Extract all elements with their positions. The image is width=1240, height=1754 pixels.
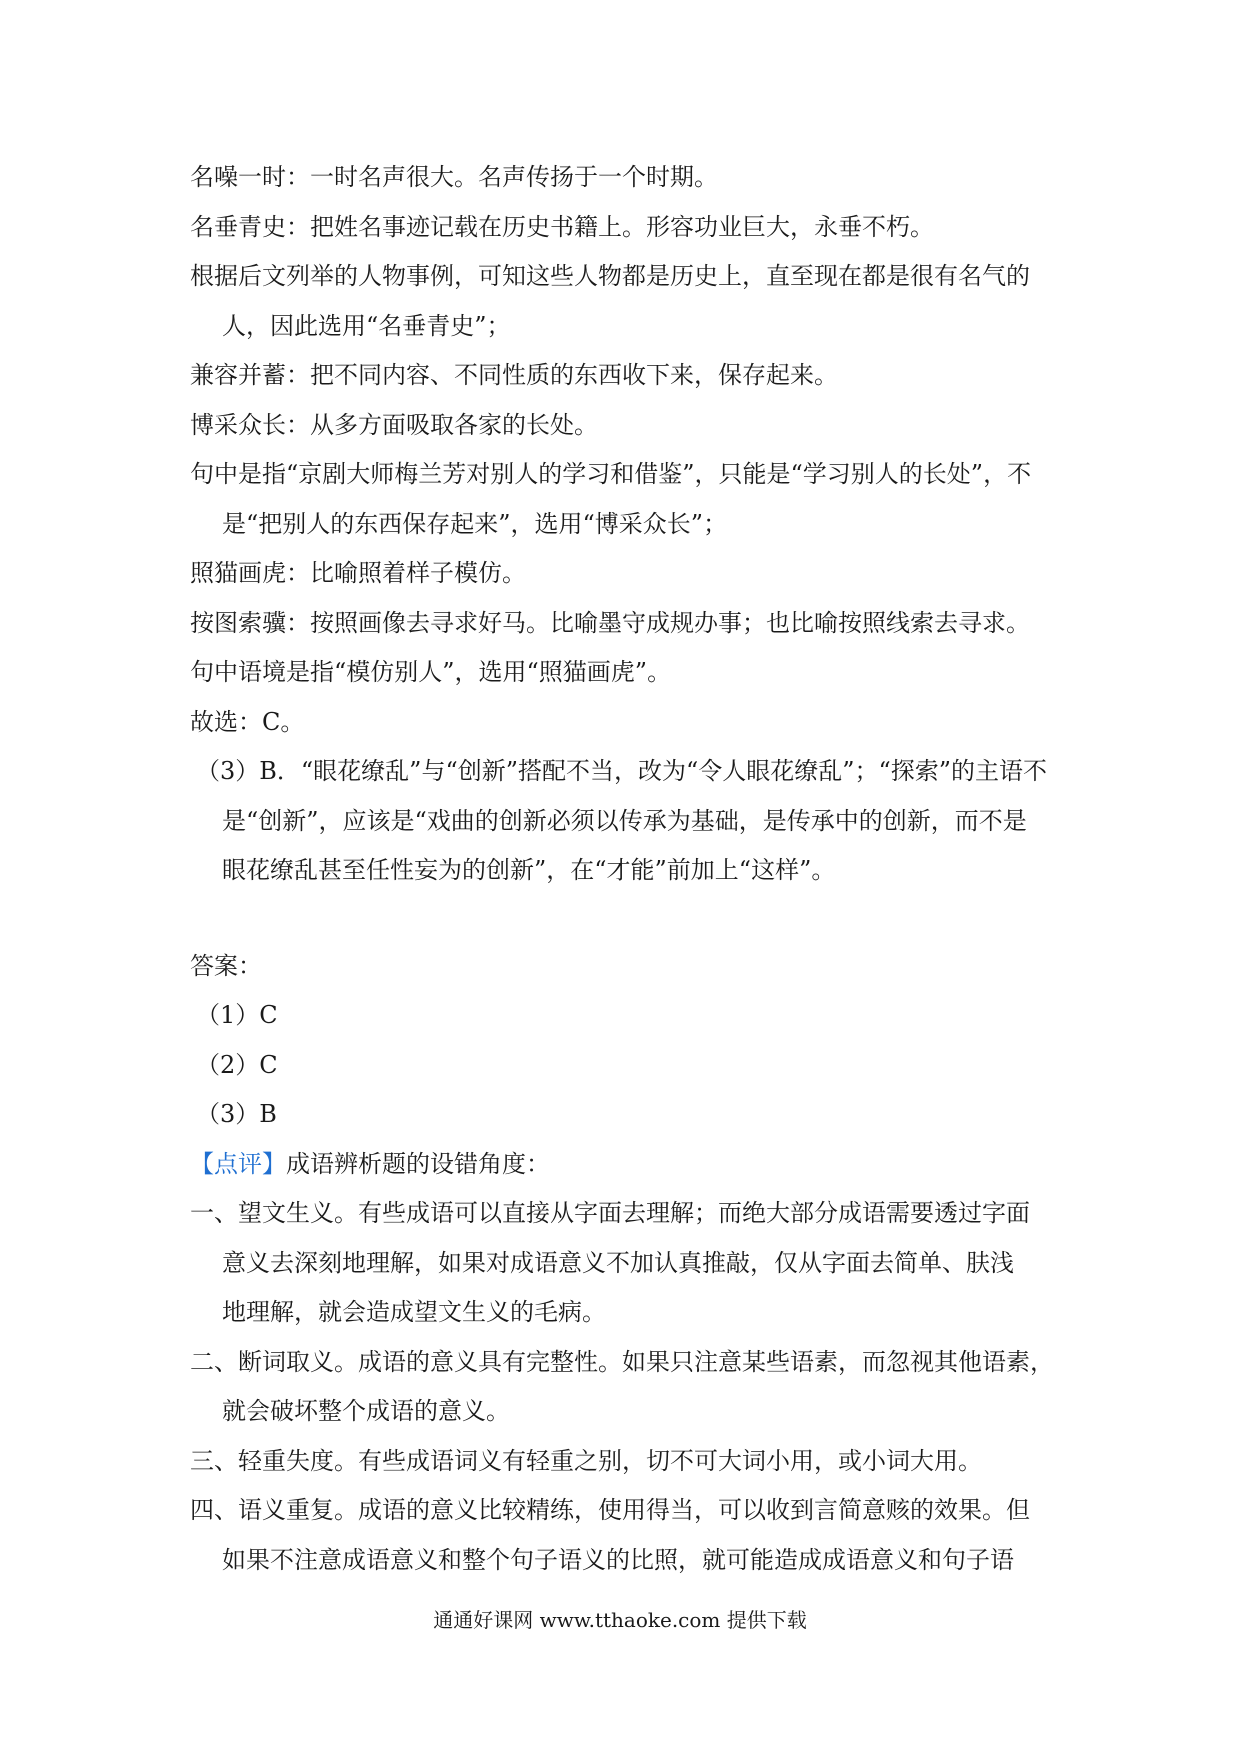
comment-line: 一、望文生义。有些成语可以直接从字面去理解；而绝大部分成语需要透过字面 [190,1199,1030,1227]
definition-line: 照猫画虎：比喻照着样子模仿。 [190,559,526,587]
explanation-line: 是“把别人的东西保存起来”，选用“博采众长”； [222,509,728,538]
comment-line: 如果不注意成语意义和整个句子语义的比照，就可能造成成语意义和句子语 [222,1545,1014,1574]
explanation-line: 人，因此选用“名垂青史”； [222,311,511,340]
comment-tag: 【点评】 [190,1149,286,1178]
answer-label: 答案： [190,951,262,980]
conclusion-line: 故选：C。 [190,707,305,736]
definition-line: 博采众长：从多方面吸取各家的长处。 [190,410,598,439]
explanation-line: 句中语境是指“模仿别人”，选用“照猫画虎”。 [190,658,672,686]
section-gap [190,896,1060,942]
page-footer: 通通好课网 www.tthaoke.com 提供下载 [433,1608,807,1632]
explanation-line: （3）B．“眼花缭乱”与“创新”搭配不当，改为“令人眼花缭乱”；“探索”的主语不 [196,757,1048,785]
explanation-line: 句中是指“京剧大师梅兰芳对别人的学习和借鉴”，只能是“学习别人的长处”，不 [190,460,1032,488]
explanation-line: 眼花缭乱甚至任性妄为的创新”，在“才能”前加上“这样”。 [222,856,836,884]
answer-item: （3）B [196,1100,277,1128]
comment-line: 意义去深刻地理解，如果对成语意义不加认真推敲，仅从字面去简单、肤浅 [222,1248,1014,1277]
comment-line: 四、语义重复。成语的意义比较精练，使用得当，可以收到言简意赅的效果。但 [190,1496,1030,1524]
comment-title: 成语辨析题的设错角度： [286,1149,550,1178]
definition-line: 名垂青史：把姓名事迹记载在历史书籍上。形容功业巨大，永垂不朽。 [190,212,934,241]
comment-line: 地理解，就会造成望文生义的毛病。 [222,1298,606,1326]
comment-line: 就会破坏整个成语的意义。 [222,1397,510,1425]
comment-heading [190,1140,1060,1190]
document-body [190,153,1060,1585]
comment-line: 三、轻重失度。有些成语词义有轻重之别，切不可大词小用，或小词大用。 [190,1446,982,1475]
comment-line: 二、断词取义。成语的意义具有完整性。如果只注意某些语素，而忽视其他语素， [190,1347,1054,1376]
definition-line: 兼容并蓄：把不同内容、不同性质的东西收下来，保存起来。 [190,361,838,389]
explanation-line: 根据后文列举的人物事例，可知这些人物都是历史上，直至现在都是很有名气的 [190,262,1030,290]
answer-item: （2）C [196,1050,278,1079]
definition-line: 名噪一时：一时名声很大。名声传扬于一个时期。 [190,163,718,191]
definition-line: 按图索骥：按照画像去寻求好马。比喻墨守成规办事；也比喻按照线索去寻求。 [190,608,1030,637]
explanation-line: 是“创新”，应该是“戏曲的创新必须以传承为基础，是传承中的创新，而不是 [222,806,1027,835]
answer-item: （1）C [196,1001,278,1029]
